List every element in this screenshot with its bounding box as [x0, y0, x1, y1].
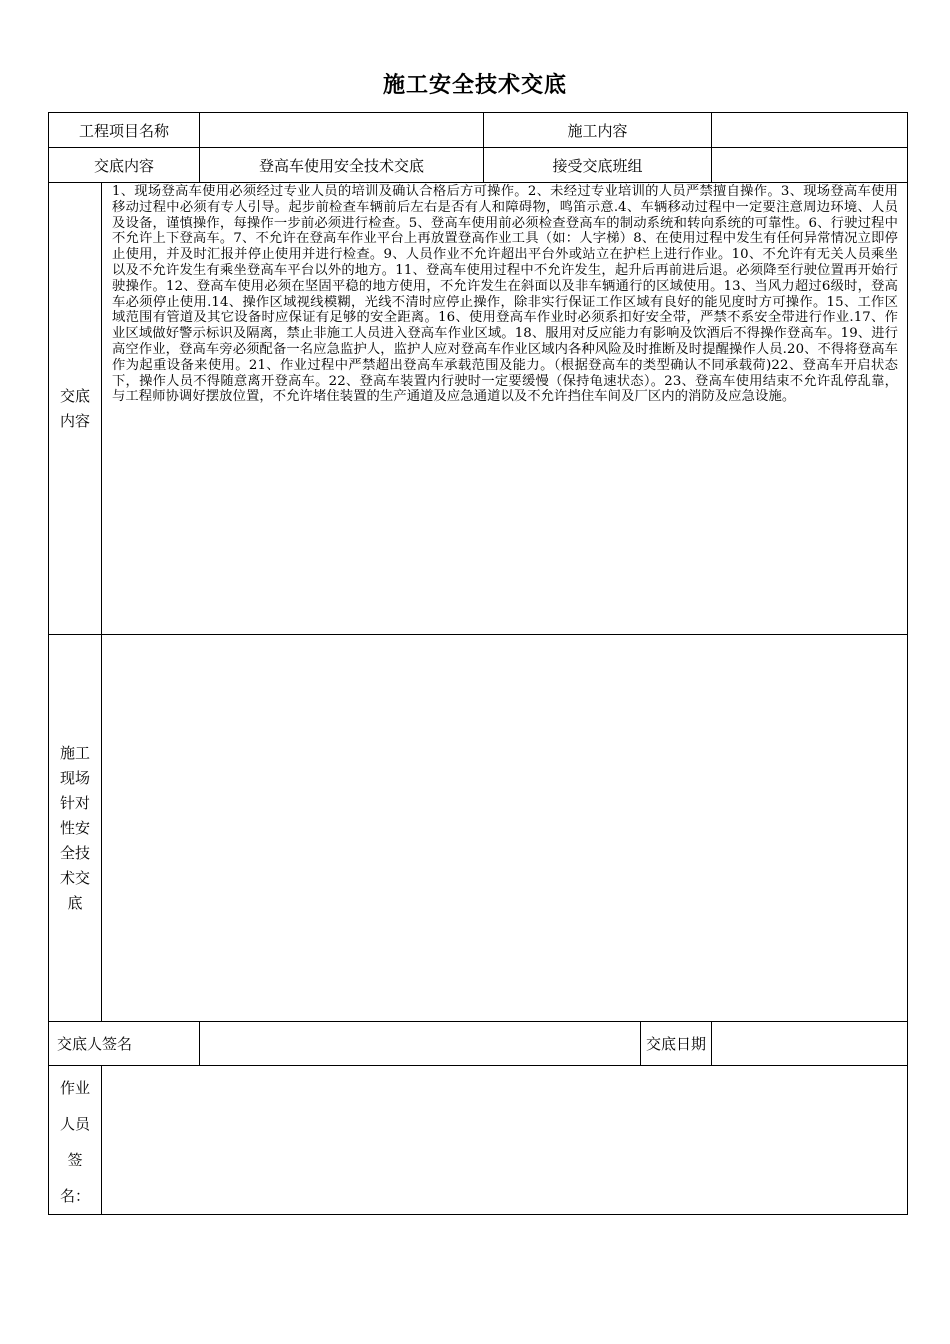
disclosure-content-label: 交底内容 — [49, 148, 200, 183]
site-label-line: 施工 — [59, 743, 90, 762]
project-name-label: 工程项目名称 — [49, 113, 200, 148]
safety-rules-text: 1、现场登高车使用必须经过专业人员的培训及确认合格后方可操作。2、未经过专业培训的人员严禁擅自操作。3、现场登高车使用移动过程中必须有专人引导。起步前检查车辆前后左右是否有人和障碍物，鸣笛示意.4、车辆移动过程中一定要注意周边环境、人员及设备，谨慎操作，每操作一步前必须进行检查。5、登高车使用前必须检查登高车的制动系统和转向系统的可靠性。6、行驶过程中不允许上下登高车。7、不允许在登高车作业平台上再放置登高作业工具（如：人字梯）8、在使用过程中发生有任何异常情况立即停止使用，并及时汇报并停止使用并进行检查。9、人员作业不允许超出平台外或站立在护栏上进行作业。10、不允许有无关人员乘坐以及不允许发生有乘坐登高车平台以外的地方。11、登高车使用过程中不允许发生，起升后再前进后退。必须降至行驶位置再开始行驶操作。12、登高车使用必须在坚固平稳的地方使用，不允许发生在斜面以及非车辆通行的区域使用。13、当风力超过6级时，登高车必须停止使用.14、操作区域视线模糊，光线不清时应停止操作，除非实行保证工作区域有良好的能见度时方可操作。15、工作区域范围有管道及其它设备时应保证有足够的安全距离。16、使用登高车作业时必须系扣好安全带，严禁不系安全带进行作业.17、作业区域做好警示标识及隔离，禁止非施工人员进入登高车作业区域。18、服用对反应能力有影响及饮酒后不得操作登高车。19、进行高空作业，登高车旁必须配备一名应急监护人，监护人应对登高车作业区域内各种风险及时推断及时提醒操作人员.20、不得将登高车作为起重设备来使用。21、作业过程中严禁超出登高车承载范围及能力。（根据登高车的类型确认不同承载荷)22、登高车开启状态下，操作人员不得随意离开登高车。22、登高车装置内行驶时一定要缓慢（保持龟速状态）。23、登高车使用结束不允许乱停乱靠，与工程师协调好摆放位置，不允许堵住装置的生产通道及应急通道以及不允许挡住车间及厂区内的消防及应急设施。 — [112, 184, 899, 405]
project-name-field[interactable] — [200, 113, 484, 148]
site-label-line: 全技 — [59, 843, 90, 862]
disclosure-row — [49, 148, 908, 183]
content-label-line: 交底 — [59, 386, 90, 405]
receiving-team-label: 接受交底班组 — [484, 148, 712, 183]
disclosure-date-label: 交底日期 — [641, 1022, 712, 1066]
worker-label-line: 人员 — [59, 1115, 90, 1133]
worker-signature-label — [49, 1066, 102, 1215]
discloser-signature-label: 交底人签名 — [49, 1022, 200, 1066]
content-text-cell[interactable] — [102, 183, 908, 635]
worker-label-line: 签 — [67, 1151, 83, 1169]
site-label-line: 针对 — [59, 793, 90, 812]
site-label-line: 性安 — [59, 818, 90, 837]
disclosure-date-field[interactable] — [712, 1022, 908, 1066]
project-row — [49, 113, 908, 148]
site-section-label — [49, 635, 102, 1022]
worker-signature-field[interactable] — [102, 1066, 908, 1215]
disclosure-form-table — [48, 112, 908, 1215]
discloser-signature-field[interactable] — [200, 1022, 641, 1066]
worker-label-line: 作业 — [59, 1079, 90, 1097]
worker-label-line: 名： — [59, 1187, 90, 1205]
content-row — [49, 183, 908, 635]
site-specific-text-cell[interactable] — [102, 635, 908, 1022]
work-content-field[interactable] — [712, 113, 908, 148]
work-content-label: 施工内容 — [484, 113, 712, 148]
site-label-line: 现场 — [59, 768, 90, 787]
page-title: 施工安全技术交底 — [382, 73, 567, 98]
site-label-line: 底 — [67, 893, 83, 912]
site-specific-row — [49, 635, 908, 1022]
receiving-team-field[interactable] — [712, 148, 908, 183]
disclosure-content-value[interactable]: 登高车使用安全技术交底 — [200, 148, 484, 183]
signature-row — [49, 1022, 908, 1066]
worker-signature-row — [49, 1066, 908, 1215]
content-label-line: 内容 — [59, 411, 90, 430]
site-label-line: 术交 — [59, 868, 90, 887]
content-section-label — [49, 183, 102, 635]
